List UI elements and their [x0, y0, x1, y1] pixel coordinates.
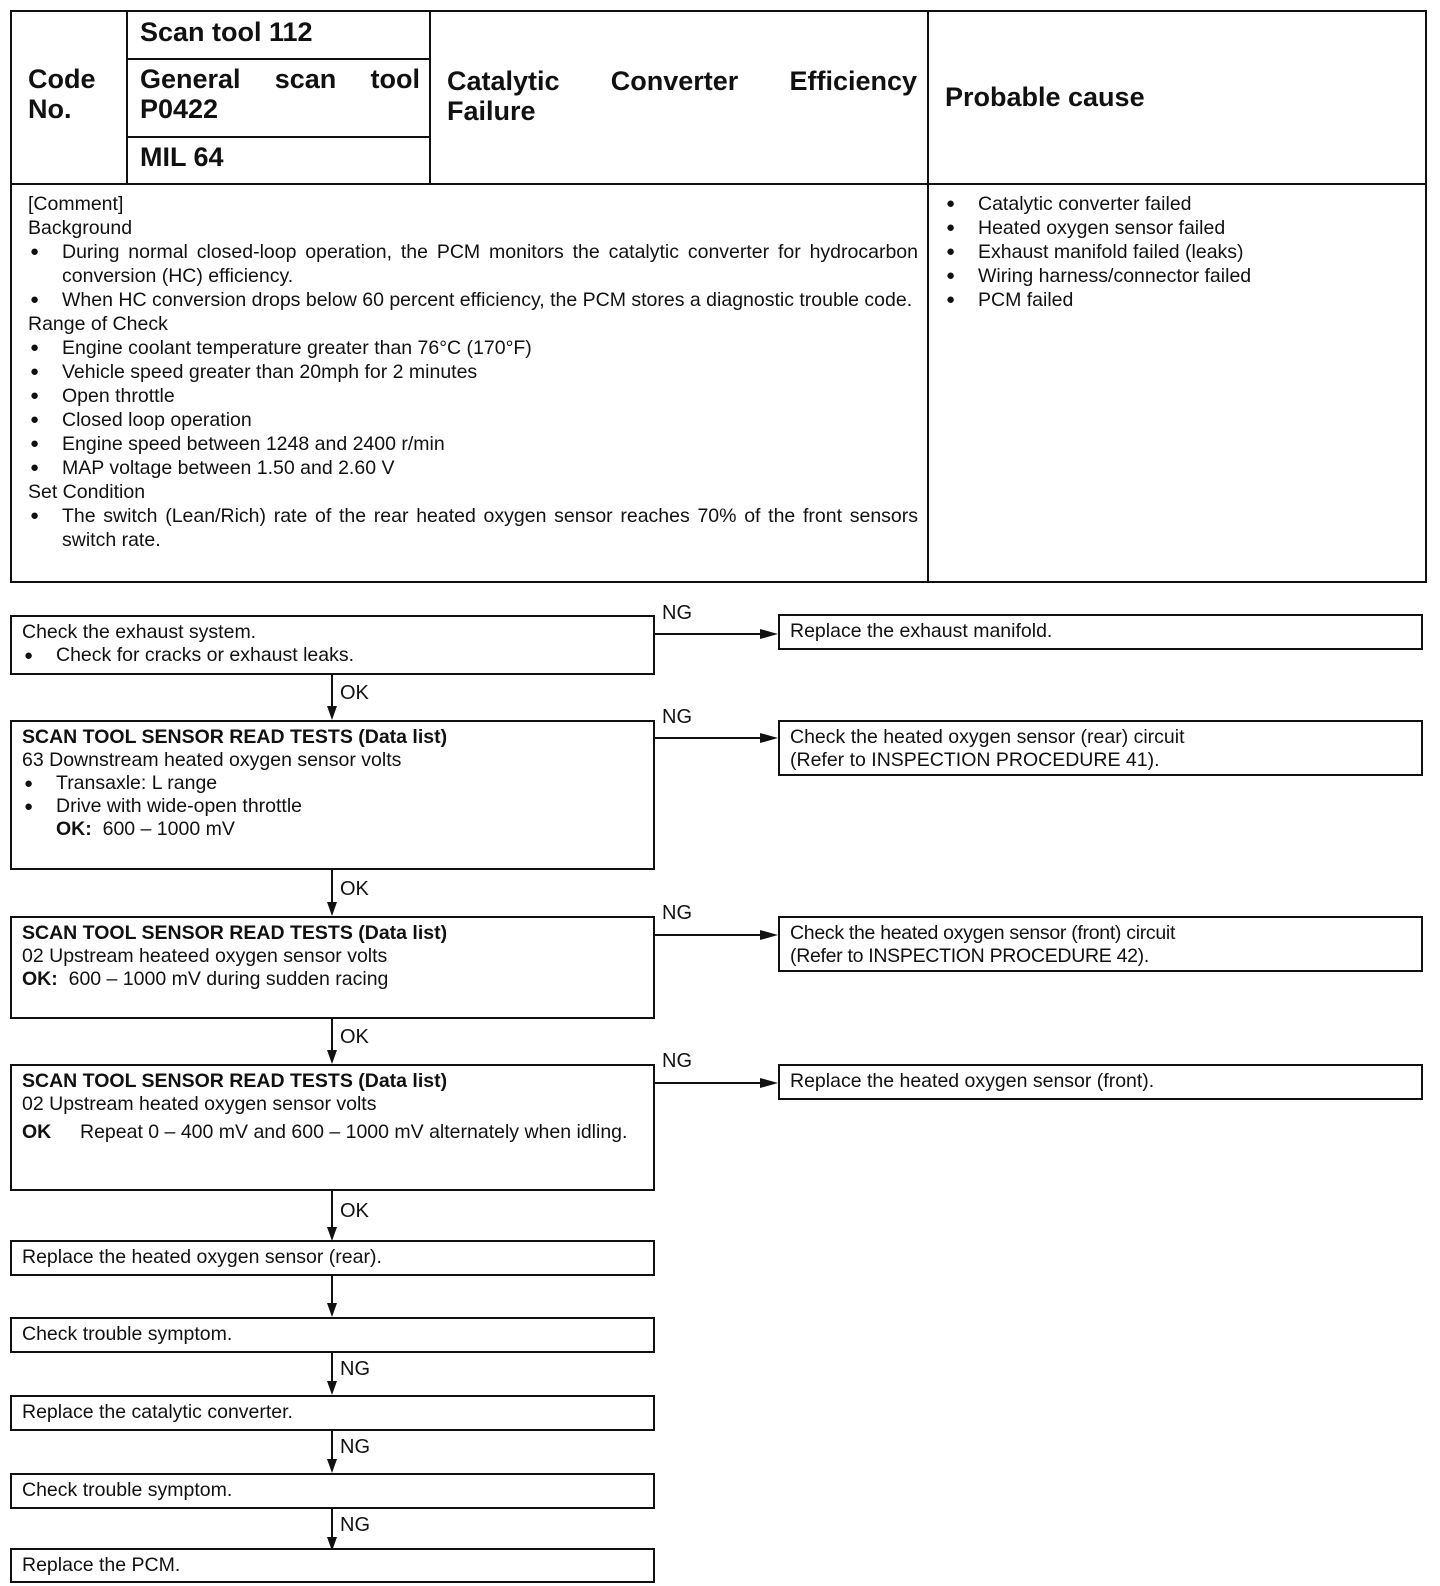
general-scan-tool-label: General scan tool P0422: [140, 64, 420, 124]
step3-ok-arrow: [327, 1050, 337, 1064]
step2-ng-label: NG: [662, 706, 692, 728]
step4-title-text: SCAN TOOL SENSOR READ TESTS (Data list): [22, 1070, 448, 1092]
step7-ng-label: NG: [340, 1436, 370, 1458]
step3-title: [22, 922, 643, 945]
step3-ok-label-flow: OK: [340, 1026, 369, 1048]
probable-cause-list: [944, 192, 1414, 312]
step2-ok-value: 600 – 1000 mV: [102, 818, 235, 840]
background-item: ● When HC conversion drops below 60 percent efficiency, the PCM stores a diagnostic trouble code.: [28, 288, 918, 312]
step2-ng-connector: [655, 737, 763, 739]
probable-cause-item: ● Heated oxygen sensor failed: [944, 216, 1414, 240]
probable-cause-item: ● Wiring harness/connector failed: [944, 264, 1414, 288]
probable-cause-item: ● PCM failed: [944, 288, 1414, 312]
step7-ng-arrow: [327, 1459, 337, 1473]
step1-box: [10, 615, 655, 675]
step8-ng-connector: [331, 1509, 333, 1540]
step4-ok-connector: [331, 1191, 333, 1230]
step4-ng-label: NG: [662, 1050, 692, 1072]
step4-ok-value: Repeat 0 – 400 mV and 600 – 1000 mV alternately when idling.: [80, 1121, 628, 1143]
step3-ng-arrow: [760, 930, 778, 940]
page-title: Catalytic Converter Efficiency Failure: [447, 66, 917, 126]
step2-ng-line1: Check the heated oxygen sensor (rear) circuit: [790, 726, 1185, 748]
step4-ng-connector: [655, 1082, 763, 1084]
step7-box: [10, 1395, 655, 1431]
range-item: ● MAP voltage between 1.50 and 2.60 V: [28, 456, 918, 480]
step3-title-text: SCAN TOOL SENSOR READ TESTS (Data list): [22, 922, 448, 944]
step3-ok-value: 600 – 1000 mV during sudden racing: [68, 968, 389, 990]
step3-ng-line1: Check the heated oxygen sensor (front) circuit: [790, 922, 1176, 944]
range-item: ● Engine speed between 1248 and 2400 r/min: [28, 432, 918, 456]
step4-box: [10, 1064, 655, 1191]
step2-box: [10, 720, 655, 870]
step4-ok-arrow: [327, 1227, 337, 1241]
step7-text: Replace the catalytic converter.: [22, 1401, 293, 1423]
step4-ok-label-flow: OK: [340, 1200, 369, 1222]
range-item: ● Open throttle: [28, 384, 918, 408]
step2-ok-row: [22, 818, 643, 841]
step1-line1: Check the exhaust system.: [22, 621, 257, 643]
step4-ok-row: [22, 1121, 643, 1144]
range-item: ● Closed loop operation: [28, 408, 918, 432]
step6-ng-arrow: [327, 1381, 337, 1395]
step2-ok-label-flow: OK: [340, 878, 369, 900]
comment-section: [28, 192, 918, 552]
step3-ok-connector: [331, 1019, 333, 1053]
step3-line1: 02 Upstream heateed oxygen sensor volts: [22, 945, 388, 967]
step5-arrow: [327, 1303, 337, 1317]
background-heading: Background: [28, 217, 133, 239]
step6-ng-label: NG: [340, 1358, 370, 1380]
step2-line1: 63 Downstream heated oxygen sensor volts: [22, 749, 402, 771]
step8-ng-label: NG: [340, 1514, 370, 1536]
scan-tool-label: Scan tool 112: [140, 17, 313, 47]
background-item: ● During normal closed-loop operation, the PCM monitors the catalytic converter for hydrocarbon conversion (HC) efficiency.: [28, 240, 918, 288]
step8-text: Check trouble symptom.: [22, 1479, 233, 1501]
set-heading: Set Condition: [28, 481, 146, 503]
step5-box: [10, 1240, 655, 1276]
step1-ng-box: [778, 614, 1423, 650]
step6-text: Check trouble symptom.: [22, 1323, 233, 1345]
range-heading: Range of Check: [28, 313, 168, 335]
comment-label: [Comment]: [28, 193, 124, 215]
range-item: ● Engine coolant temperature greater than 76°C (170°F): [28, 336, 918, 360]
step4-ok-label: OK: [22, 1121, 52, 1143]
probable-cause-heading: Probable cause: [945, 82, 1145, 112]
step7-ng-connector: [331, 1431, 333, 1462]
step2-title: [22, 726, 643, 749]
step2-ok-connector: [331, 870, 333, 905]
step3-ng-line2: (Refer to INSPECTION PROCEDURE 42).: [790, 945, 1149, 967]
step6-box: [10, 1317, 655, 1353]
step4-ng-arrow: [760, 1078, 778, 1088]
step4-title: [22, 1070, 643, 1093]
step3-ok-row: [22, 968, 643, 991]
step1-ng-connector: [655, 633, 763, 635]
probable-cause-item: ● Exhaust manifold failed (leaks): [944, 240, 1414, 264]
set-item: ● The switch (Lean/Rich) rate of the rear heated oxygen sensor reaches 70% of the front sensors switch rate.: [28, 504, 918, 552]
step3-ok-label: OK:: [22, 968, 58, 990]
step9-text: Replace the PCM.: [22, 1554, 181, 1576]
step2-bullet: ● Drive with wide-open throttle: [22, 795, 643, 818]
probable-cause-item: ● Catalytic converter failed: [944, 192, 1414, 216]
step2-ng-line2: (Refer to INSPECTION PROCEDURE 41).: [790, 749, 1160, 771]
step3-ng-box: [778, 916, 1423, 972]
step2-ok-label: OK:: [56, 818, 92, 840]
mil-label: MIL 64: [140, 142, 224, 172]
step1-ng-arrow: [760, 629, 778, 639]
step2-ok-arrow: [327, 902, 337, 916]
range-item: ● Vehicle speed greater than 20mph for 2 minutes: [28, 360, 918, 384]
step2-title-text: SCAN TOOL SENSOR READ TESTS (Data list): [22, 726, 448, 748]
code-no-label: Code No.: [28, 64, 96, 124]
step9-box: [10, 1548, 655, 1583]
step1-bullet: ● Check for cracks or exhaust leaks.: [22, 644, 643, 667]
step4-ng-box: [778, 1064, 1423, 1100]
step1-ng-text: Replace the exhaust manifold.: [790, 620, 1053, 642]
step3-box: [10, 916, 655, 1019]
step3-ng-label: NG: [662, 902, 692, 924]
step5-connector: [331, 1276, 333, 1306]
step3-ng-connector: [655, 934, 763, 936]
step1-ng-label: NG: [662, 602, 692, 624]
step2-ng-arrow: [760, 733, 778, 743]
step2-bullet: ● Transaxle: L range: [22, 772, 643, 795]
step6-ng-connector: [331, 1353, 333, 1384]
step2-ng-box: [778, 720, 1423, 776]
step1-ok-label: OK: [340, 682, 369, 704]
step4-line1: 02 Upstream heated oxygen sensor volts: [22, 1093, 377, 1115]
step1-ok-arrow: [327, 706, 337, 720]
step4-ng-text: Replace the heated oxygen sensor (front).: [790, 1070, 1155, 1092]
step8-box: [10, 1473, 655, 1509]
step1-ok-connector: [331, 675, 333, 709]
step5-text: Replace the heated oxygen sensor (rear).: [22, 1246, 382, 1268]
